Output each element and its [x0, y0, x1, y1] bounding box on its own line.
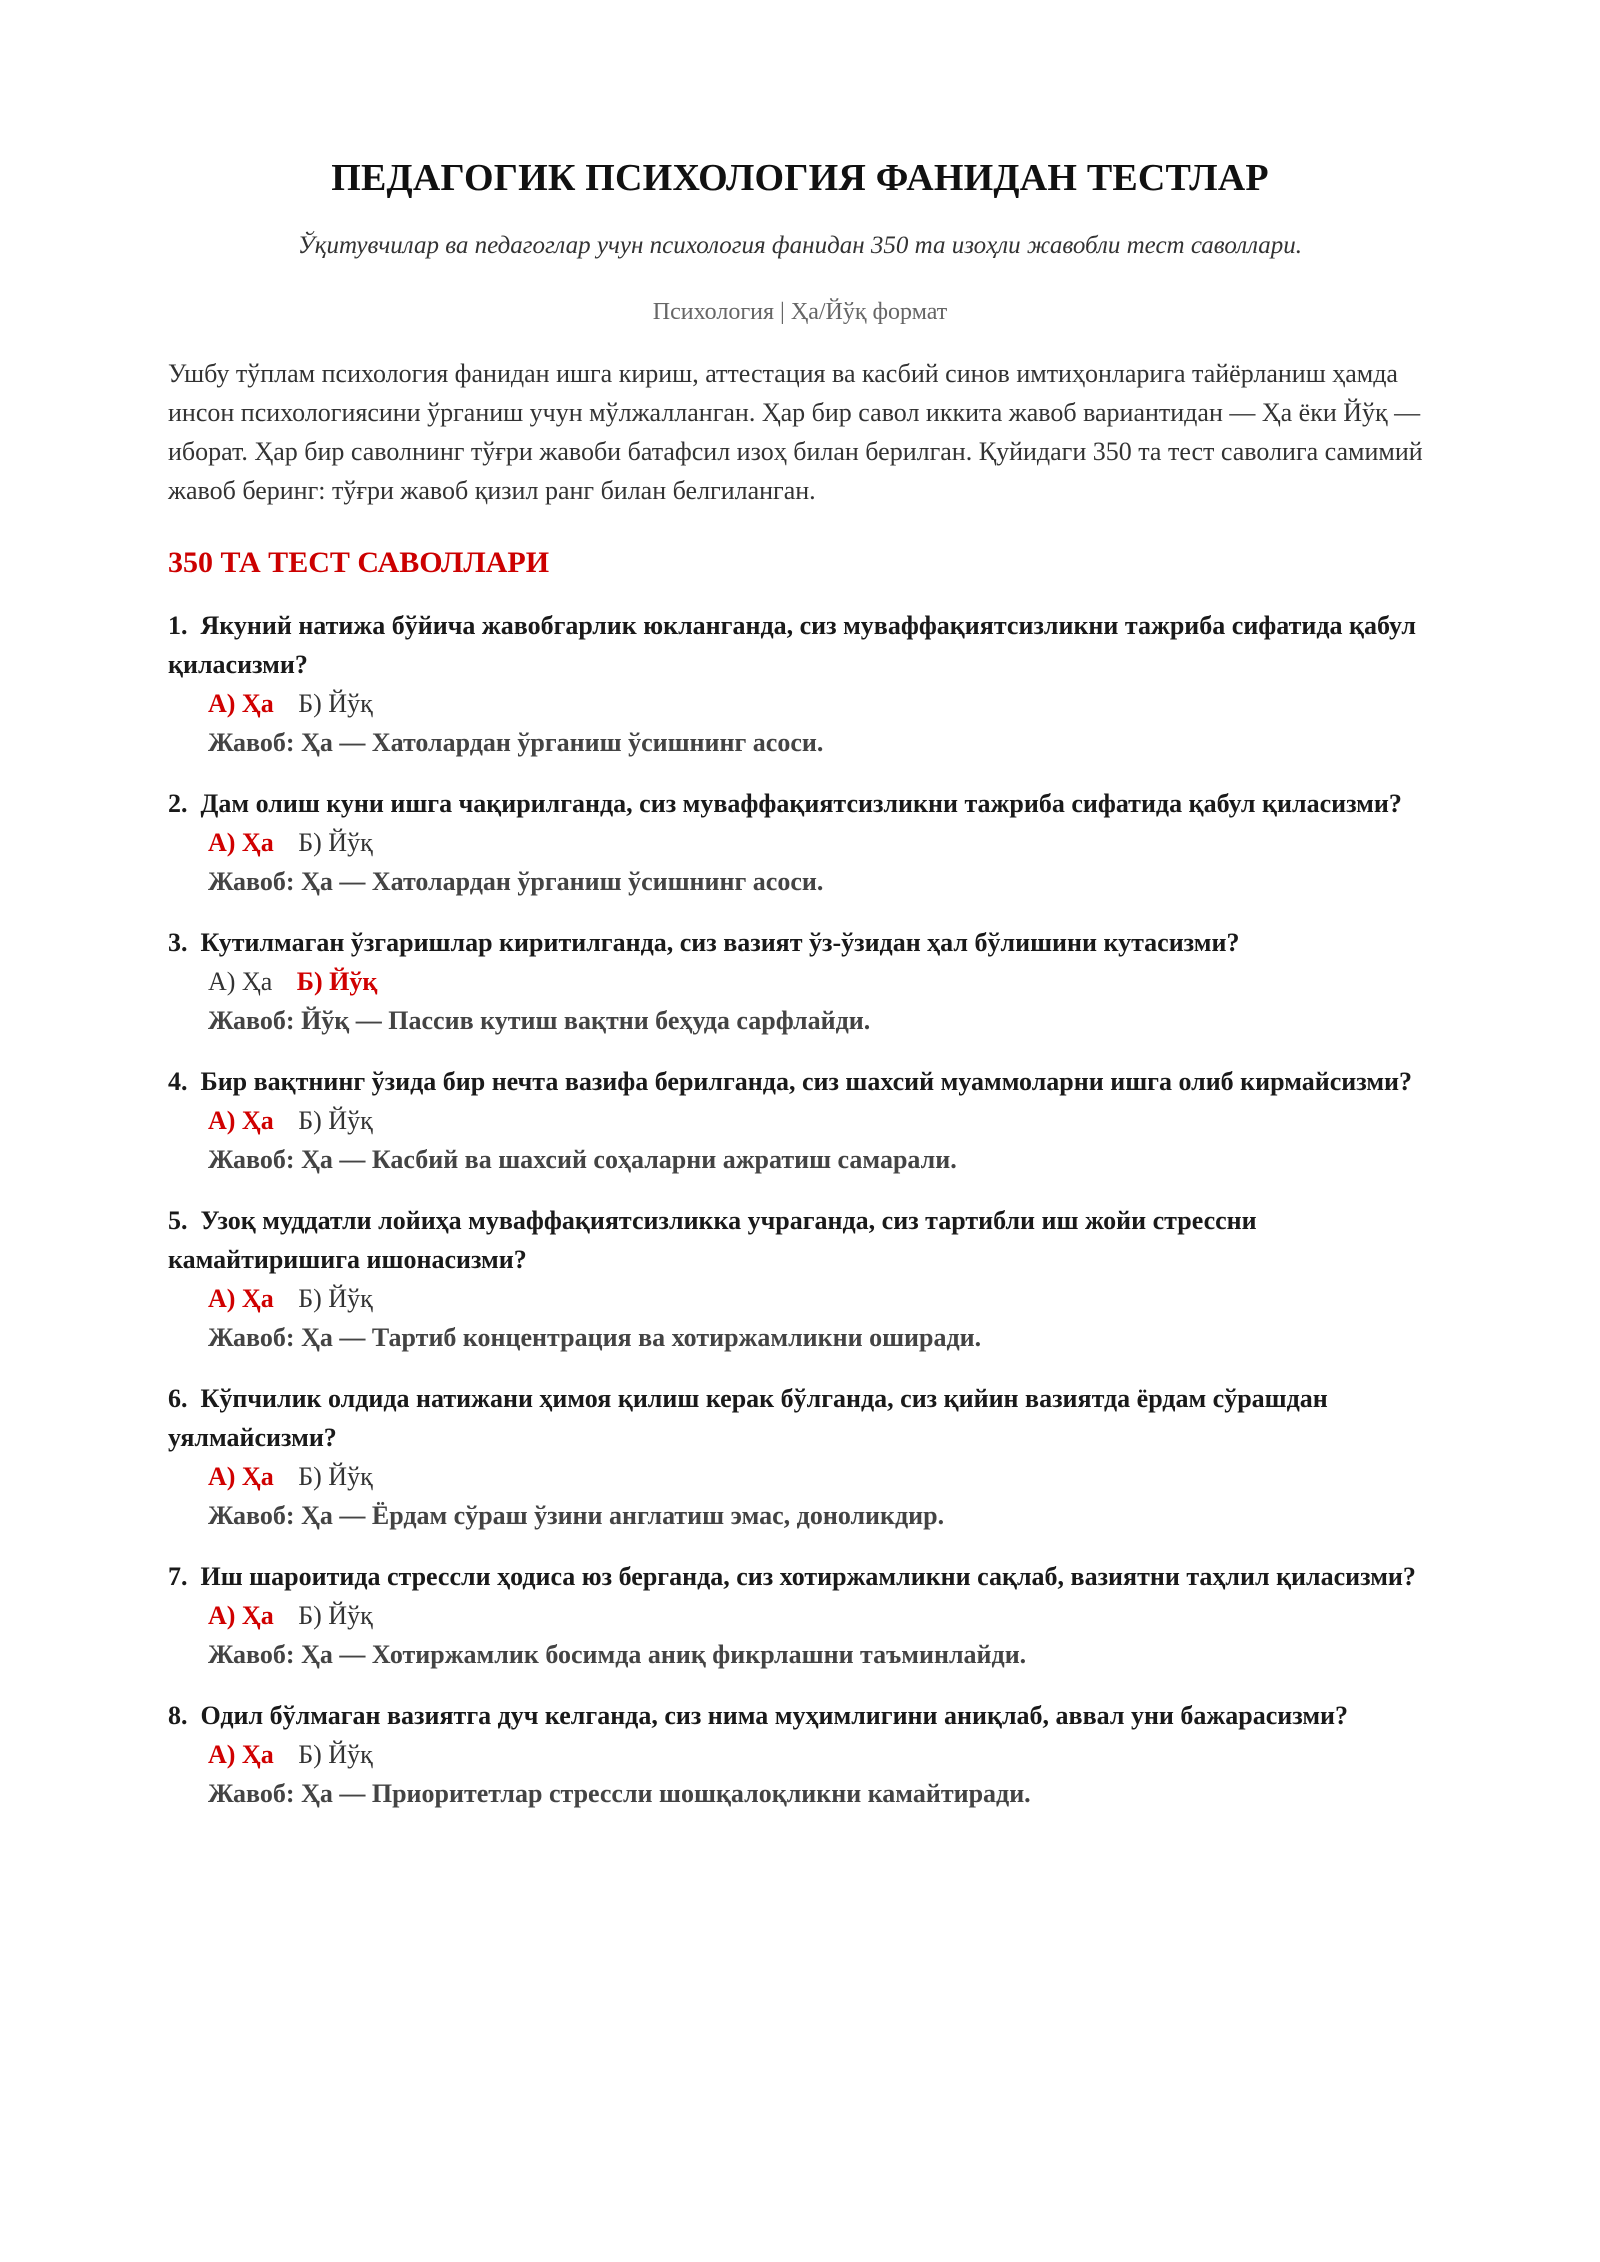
- question-body: Якуний натижа бўйича жавобгарлик юкланганда, сиз муваффақиятсизликни тажриба сифатида қабул қиласизми?: [168, 611, 1416, 679]
- option-b[interactable]: Б) Йўқ: [298, 1740, 373, 1769]
- option-a[interactable]: А) Ҳа: [208, 1601, 274, 1630]
- question-text: [168, 1557, 1432, 1596]
- option-b[interactable]: Б) Йўқ: [296, 967, 378, 996]
- question-options: [208, 1279, 1432, 1318]
- option-a[interactable]: А) Ҳа: [208, 828, 274, 857]
- answer-explanation: Жавоб: Ҳа — Хотиржамлик босимда аниқ фикрлашни таъминлайди.: [208, 1640, 1027, 1669]
- question-item: [168, 1557, 1432, 1674]
- section-heading: 350 ТА ТЕСТ САВОЛЛАРИ: [168, 546, 550, 579]
- option-a[interactable]: А) Ҳа: [208, 1106, 274, 1135]
- question-body: Одил бўлмаган вазиятга дуч келганда, сиз нима муҳимлигини аниқлаб, аввал уни бажарасизми?: [200, 1701, 1349, 1730]
- question-number: 6.: [168, 1384, 188, 1413]
- question-text: [168, 1201, 1432, 1279]
- answer-explanation: Жавоб: Ҳа — Тартиб концентрация ва хотиржамликни оширади.: [208, 1323, 982, 1352]
- question-item: [168, 1062, 1432, 1179]
- question-options: [208, 962, 1432, 1001]
- option-b[interactable]: Б) Йўқ: [298, 1601, 373, 1630]
- question-list: [168, 606, 1432, 1813]
- question-number: 7.: [168, 1562, 188, 1591]
- question-item: [168, 1696, 1432, 1813]
- option-b[interactable]: Б) Йўқ: [298, 828, 373, 857]
- question-item: [168, 1201, 1432, 1357]
- question-number: 3.: [168, 928, 188, 957]
- answer-explanation: Жавоб: Ҳа — Ёрдам сўраш ўзини англатиш эмас, доноликдир.: [208, 1501, 945, 1530]
- question-number: 1.: [168, 611, 188, 640]
- answer-explanation: Жавоб: Ҳа — Хатолардан ўрганиш ўсишнинг асоси.: [208, 728, 824, 757]
- question-body: Бир вақтнинг ўзида бир нечта вазифа берилганда, сиз шахсий муаммоларни ишга олиб кирмайсизми?: [200, 1067, 1413, 1096]
- question-item: [168, 923, 1432, 1040]
- question-number: 8.: [168, 1701, 188, 1730]
- question-text: [168, 1379, 1432, 1457]
- option-a[interactable]: А) Ҳа: [208, 1284, 274, 1313]
- question-options: [208, 684, 1432, 723]
- question-options: [208, 1457, 1432, 1496]
- answer-explanation: Жавоб: Ҳа — Касбий ва шахсий соҳаларни ажратиш самарали.: [208, 1145, 957, 1174]
- question-number: 5.: [168, 1206, 188, 1235]
- question-options: [208, 823, 1432, 862]
- question-text: [168, 1062, 1432, 1101]
- question-body: Кўпчилик олдида натижани ҳимоя қилиш керак бўлганда, сиз қийин вазиятда ёрдам сўрашдан уялмайсизми?: [168, 1384, 1328, 1452]
- question-number: 2.: [168, 789, 188, 818]
- question-body: Кутилмаган ўзгаришлар киритилганда, сиз вазият ўз-ўзидан ҳал бўлишини кутасизми?: [200, 928, 1240, 957]
- answer-explanation: Жавоб: Ҳа — Хатолардан ўрганиш ўсишнинг асоси.: [208, 867, 824, 896]
- question-text: [168, 784, 1432, 823]
- intro-paragraph: Ушбу тўплам психология фанидан ишга кириш, аттестация ва касбий синов имтиҳонларига тайёрланиш ҳамда инсон психологиясини ўрганиш учун мўлжалланган. Ҳар бир савол иккита жавоб вариантидан — Ҳа ёки Йўқ — иборат. Ҳар бир саволнинг тўғри жавоби батафсил изоҳ билан берилган. Қуйидаги 350 та тест саволига самимий жавоб беринг: тўғри жавоб қизил ранг билан белгиланган.: [168, 359, 1423, 505]
- option-a[interactable]: А) Ҳа: [208, 967, 273, 996]
- document-subtitle: Ўқитувчилар ва педагоглар учун психология фанидан 350 та изоҳли жавобли тест саволлари.: [297, 232, 1303, 259]
- question-item: [168, 606, 1432, 762]
- document-title: ПЕДАГОГИК ПСИХОЛОГИЯ ФАНИДАН ТЕСТЛАР: [331, 157, 1269, 199]
- question-options: [208, 1735, 1432, 1774]
- option-a[interactable]: А) Ҳа: [208, 1462, 274, 1491]
- answer-explanation: Жавоб: Ҳа — Приоритетлар стрессли шошқалоқликни камайтиради.: [208, 1779, 1031, 1808]
- question-item: [168, 784, 1432, 901]
- option-b[interactable]: Б) Йўқ: [298, 1106, 373, 1135]
- question-number: 4.: [168, 1067, 188, 1096]
- question-options: [208, 1101, 1432, 1140]
- option-a[interactable]: А) Ҳа: [208, 689, 274, 718]
- answer-explanation: Жавоб: Йўқ — Пассив кутиш вақтни беҳуда сарфлайди.: [208, 1006, 871, 1035]
- question-body: Узоқ муддатли лойиҳа муваффақиятсизликка учраганда, сиз тартибли иш жойи стрессни камайтиришига ишонасизми?: [168, 1206, 1257, 1274]
- document-meta: Психология | Ҳа/Йўқ формат: [652, 299, 948, 325]
- question-body: Иш шароитида стрессли ҳодиса юз берганда, сиз хотиржамликни сақлаб, вазиятни таҳлил қиласизми?: [200, 1562, 1416, 1591]
- option-b[interactable]: Б) Йўқ: [298, 1462, 373, 1491]
- question-text: [168, 923, 1432, 962]
- question-body: Дам олиш куни ишга чақирилганда, сиз муваффақиятсизликни тажриба сифатида қабул қиласизми?: [200, 789, 1402, 818]
- option-a[interactable]: А) Ҳа: [208, 1740, 274, 1769]
- question-item: [168, 1379, 1432, 1535]
- question-text: [168, 606, 1432, 684]
- question-text: [168, 1696, 1432, 1735]
- option-b[interactable]: Б) Йўқ: [298, 689, 373, 718]
- option-b[interactable]: Б) Йўқ: [298, 1284, 373, 1313]
- question-options: [208, 1596, 1432, 1635]
